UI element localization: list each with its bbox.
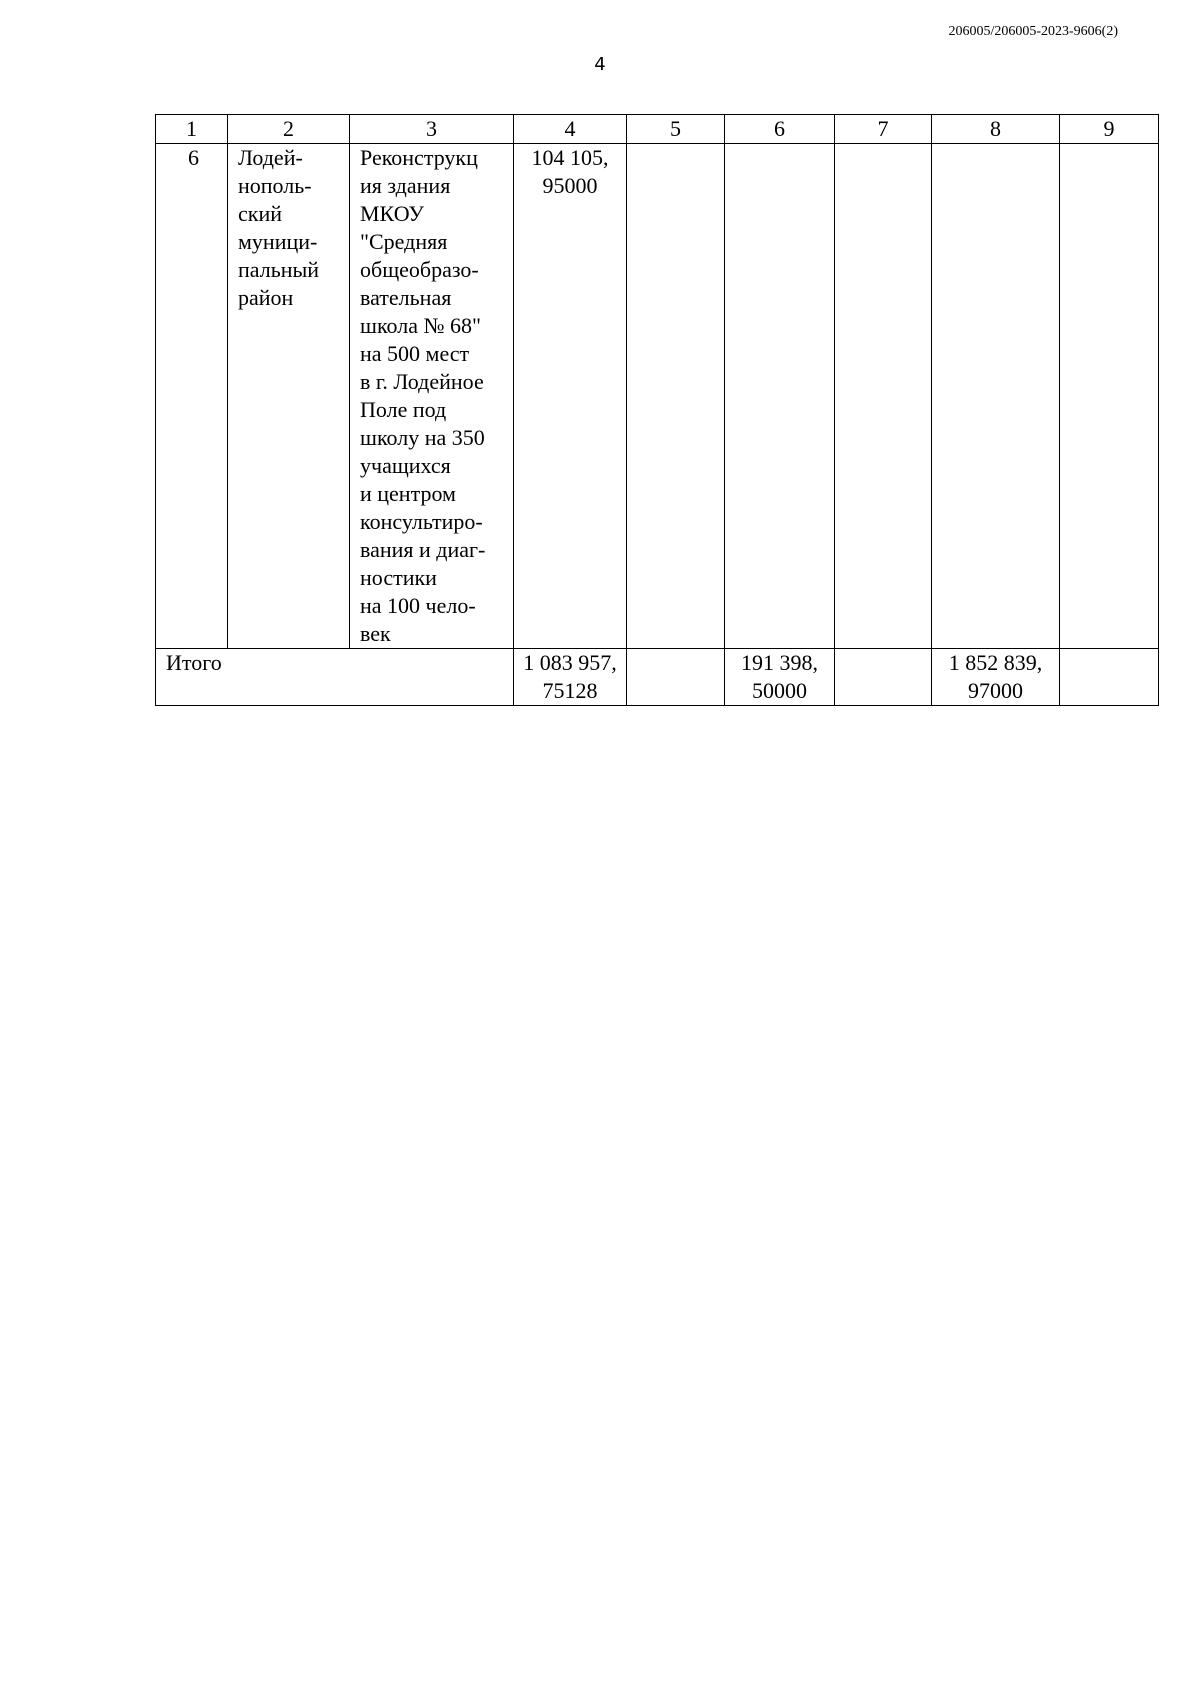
total-amount-cell: 1 852 839, 97000 bbox=[932, 649, 1060, 706]
amount-cell bbox=[1060, 144, 1159, 649]
table-row bbox=[156, 144, 1159, 649]
amount-cell bbox=[932, 144, 1060, 649]
page-number: 4 bbox=[594, 54, 606, 75]
column-header: 5 bbox=[627, 115, 725, 144]
total-amount-cell bbox=[1060, 649, 1159, 706]
row-number: 6 bbox=[156, 144, 228, 649]
total-label: Итого bbox=[156, 649, 514, 706]
column-header: 7 bbox=[835, 115, 932, 144]
total-amount-cell: 191 398, 50000 bbox=[725, 649, 835, 706]
total-row bbox=[156, 649, 1159, 706]
column-number-row bbox=[156, 115, 1159, 144]
total-amount-cell: 1 083 957, 75128 bbox=[514, 649, 627, 706]
data-table bbox=[155, 114, 1159, 706]
amount-cell bbox=[835, 144, 932, 649]
amount-cell bbox=[725, 144, 835, 649]
column-header: 4 bbox=[514, 115, 627, 144]
total-amount-cell bbox=[835, 649, 932, 706]
column-header: 2 bbox=[228, 115, 350, 144]
total-amount-cell bbox=[627, 649, 725, 706]
column-header: 1 bbox=[156, 115, 228, 144]
amount-cell: 104 105, 95000 bbox=[514, 144, 627, 649]
document-id: 206005/206005-2023-9606(2) bbox=[948, 24, 1118, 39]
amount-cell bbox=[627, 144, 725, 649]
column-header: 8 bbox=[932, 115, 1060, 144]
column-header: 9 bbox=[1060, 115, 1159, 144]
municipality-cell: Лодей- нополь- ский муници- пальный район bbox=[228, 144, 350, 649]
object-name-cell: Реконструкц ия здания МКОУ "Средняя общеобразо- вательная школа № 68" на 500 мест в г. Лодейное Поле под школу на 350 учащихся и центром консультиро- вания и диаг- ностики на 100 чело- век bbox=[350, 144, 514, 649]
column-header: 3 bbox=[350, 115, 514, 144]
column-header: 6 bbox=[725, 115, 835, 144]
